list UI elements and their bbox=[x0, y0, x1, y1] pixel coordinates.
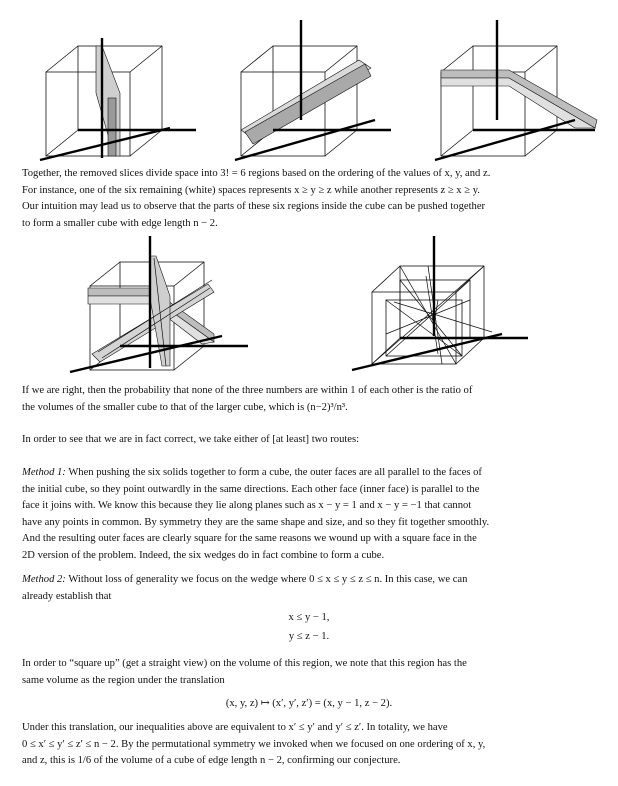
method-1-paragraph bbox=[22, 465, 598, 565]
text-line: In order to see that we are in fact correct, we take either of [at least] two routes: bbox=[22, 434, 360, 445]
text-line: already establish that bbox=[22, 590, 112, 602]
equation-translation: (x, y, z) ↦ (x′, y′, z′) = (x, y − 1, z − 2). bbox=[225, 698, 393, 709]
figure-combined-slices bbox=[62, 236, 252, 376]
text-line: And the resulting outer faces are clearly square for the same reasons we wound up with a square face in the bbox=[22, 533, 477, 545]
method-2-label: Method 2: bbox=[22, 574, 66, 585]
text-line: Together, the removed slices divide space into 3! = 6 regions based on the ordering of the values of x, y, and z. bbox=[22, 168, 491, 179]
paragraph-probability bbox=[22, 383, 598, 416]
text-line: Our intuition may lead us to observe that the parts of these six regions inside the cube can be pushed together bbox=[22, 201, 486, 213]
text-line bbox=[22, 465, 598, 482]
text-line: In order to “square up” (get a straight view) on the volume of this region, we note that this region has the bbox=[22, 658, 467, 669]
text-line: 0 ≤ x′ ≤ y′ ≤ z′ ≤ n − 2. By the permutational symmetry we invoked when we focused on one ordering of x, y, bbox=[22, 738, 486, 750]
method-2-line: Without loss of generality we focus on the wedge where 0 ≤ x ≤ y ≤ z ≤ n. In this case, we can bbox=[68, 574, 468, 585]
paragraph-conclusion bbox=[22, 720, 598, 770]
figure-slice-1 bbox=[30, 38, 200, 168]
text-line: the volumes of the smaller cube to that of the larger cube, which is (n−2)³/n³. bbox=[22, 401, 348, 413]
text-line: face it joins with. We know this because they lie along planes such as x − y = 1 and x − y = −1 that cannot bbox=[22, 500, 472, 512]
text-line: 2D version of the problem. Indeed, the six wedges do in fact combine to form a cube. bbox=[22, 549, 385, 561]
text-line: and z, this is 1/6 of the volume of a cube of edge length n − 2, confirming our conjecture. bbox=[22, 755, 401, 767]
text-line: For instance, one of the six remaining (white) spaces represents x ≥ y ≥ z while another represents z ≥ x ≥ y. bbox=[22, 184, 480, 196]
text-line: the initial cube, so they point outwardly in the same directions. Each other face (inner face) is parallel to the bbox=[22, 483, 480, 495]
method-1-line: When pushing the six solids together to form a cube, the outer faces are all parallel to the faces of bbox=[68, 467, 482, 478]
paragraph-routes bbox=[22, 432, 598, 449]
figure-wedge-cube bbox=[342, 236, 532, 376]
figure-slice-2 bbox=[225, 20, 395, 168]
equation-y-le-z: y ≤ z − 1. bbox=[288, 631, 330, 642]
equation-x-le-y: x ≤ y − 1, bbox=[288, 612, 330, 623]
paragraph-square-up bbox=[22, 656, 598, 689]
text-line: same volume as the region under the translation bbox=[22, 674, 225, 686]
text-line: have any points in common. By symmetry they are the same shape and size, and so they fit together smoothly. bbox=[22, 516, 490, 528]
figure-slice-3 bbox=[425, 20, 600, 168]
text-line: If we are right, then the probability that none of the three numbers are within 1 of each other is the ratio of bbox=[22, 385, 473, 396]
method-2-paragraph bbox=[22, 572, 598, 605]
text-line bbox=[22, 572, 598, 589]
text-line: Under this translation, our inequalities above are equivalent to x′ ≤ y′ and y′ ≤ z′. In totality, we have bbox=[22, 722, 448, 733]
paragraph-regions bbox=[22, 166, 598, 232]
method-1-label: Method 1: bbox=[22, 467, 66, 478]
text-line: to form a smaller cube with edge length n − 2. bbox=[22, 217, 218, 229]
